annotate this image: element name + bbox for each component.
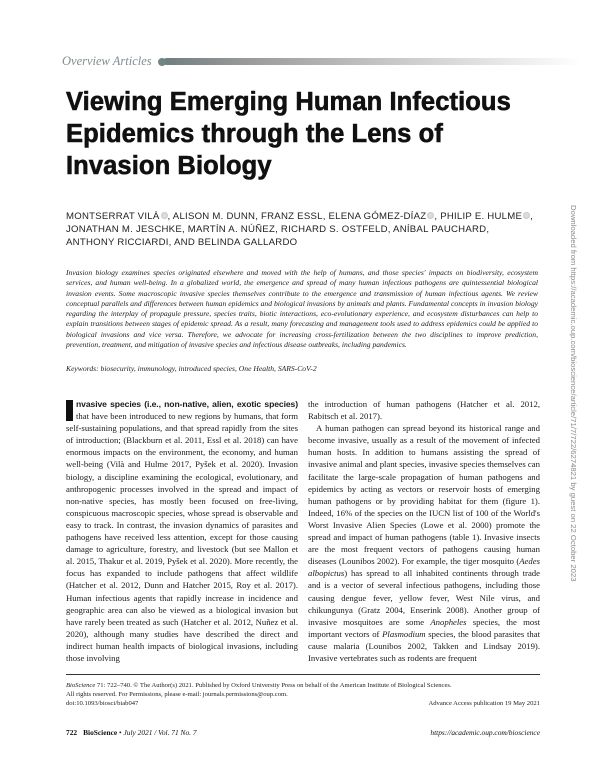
title-line: Viewing Emerging Human Infectious <box>66 88 511 116</box>
species-name: Plasmodium <box>382 628 426 639</box>
body-column-left <box>66 398 298 664</box>
paragraph-text: species, the blood parasites that cause malaria (Lounibos 2002, Takken and Lindsay 2019). Invasive vertebrates such as rodents are frequent <box>308 628 540 663</box>
author-names[interactable]: , ALISON M. DUNN, FRANZ ESSL, ELENA GÓMEZ-DÍAZ <box>167 211 427 222</box>
keywords: Keywords: biosecurity, immunology, introduced species, One Health, SARS-CoV-2 <box>66 364 317 373</box>
article-title <box>66 86 546 182</box>
copyright-footnote <box>66 681 540 709</box>
footnote-divider <box>66 674 540 675</box>
author-name[interactable]: MONTSERRAT VILÀ <box>66 211 160 222</box>
footnote-line <box>66 699 540 708</box>
author-line: JONATHAN M. JESCHKE, MARTÍN A. NÚÑEZ, RICHARD S. OSTFELD, ANÍBAL PAUCHARD, <box>66 224 490 236</box>
species-name: Anopheles <box>430 616 467 627</box>
section-label: Overview Articles <box>62 54 152 68</box>
issue-info: July 2021 / Vol. 71 No. 7 <box>123 728 197 737</box>
drop-cap-i <box>66 400 73 421</box>
body-paragraph: the introduction of human pathogens (Hatcher et al. 2012, Rabitsch et al. 2017). <box>308 399 540 422</box>
footer-left <box>66 728 197 737</box>
author-list <box>66 210 546 250</box>
footnote-line <box>66 681 540 690</box>
download-notice-text: Downloaded from https://academic.oup.com/bioscience/article/71/7/722/6274821 by guest on 22 October 2023 <box>569 205 578 582</box>
title-line: Epidemics through the Lens of <box>66 120 443 148</box>
paragraph-text: that have been introduced to new regions by humans, that form self-sustaining populations, and that spread rapidly from the sites of introduction; (Blackburn et al. 2011, Essl et al. 2018) can have enormous impacts on the environment, the economy, and human well-being (Vilà and Hulme 2017, Pyšek et al. 2020). Invasion biology, a discipline examining the ecological, evolutionary, and anthropogenic processes involved in the spread and impact of non-native species, has mostly been focused on free-living, conspicuous macroscopic species, whose spread is observable and easy to track. In contrast, the invasion dynamics of parasites and pathogens have received less attention, except for those causing damage to agriculture, forestry, and livestock (but see Mallon et al. 2015, Thakur et al. 2019, Pyšek et al. 2020). More recently, the focus has expanded to include pathogens that affect wildlife (Hatcher et al. 2012, Dunn and Hatcher 2015, Roy et al. 2017). Human infectious agents that rapidly increase in incidence and geographic area can also be viewed as a biological invasion but have rarely been treated as such (Hatcher et al. 2012, Nuñez et al. 2020), although many studies have described the direct and indirect human health impacts of biological invasions, including those involving <box>66 411 298 663</box>
journal-name: BioScience <box>83 728 118 737</box>
species-name: Aedes albopictus <box>308 556 540 579</box>
title-line: Invasion Biology <box>66 152 272 180</box>
orcid-icon[interactable] <box>161 212 168 219</box>
doi-link[interactable]: doi:10.1093/biosci/biab047 <box>66 700 139 708</box>
section-tag <box>62 54 582 69</box>
author-line <box>66 210 546 223</box>
author-names[interactable]: , PHILIP E. HULME <box>434 211 523 222</box>
body-paragraph <box>308 422 540 664</box>
author-line: ANTHONY RICCIARDI, AND BELINDA GALLARDO <box>66 237 298 249</box>
section-bar-dot <box>158 58 166 66</box>
page-number: 722 <box>66 728 78 737</box>
download-notice <box>566 205 582 585</box>
paragraph-text: species, the most important vectors of <box>308 616 540 639</box>
page-footer <box>66 728 540 737</box>
journal-url[interactable]: https://academic.oup.com/bioscience <box>430 728 540 737</box>
paragraph-text: ) has spread to all inhabited continents through trade and is a vector of several infectious pathogens, including those causing dengue fever, yellow fever, West Nile virus, and chikungunya (Gratz 2004, Enserink 2008). Another group of invasive mosquitoes are some <box>308 568 540 627</box>
body-column-right <box>308 398 540 664</box>
journal-name: BioScience <box>66 682 96 689</box>
section-bar <box>163 58 582 65</box>
abstract: Invasion biology examines species originated elsewhere and moved with the help of humans, and those species' impacts on biodiversity, ecosystem services, and human well-being. In a globalized world, the emergence and spread of many human infectious pathogens are quintessential biological invasion events. Some macroscopic invasive species themselves contribute to the emergence and transmission of human infectious agents. We review conceptual parallels and differences between human epidemics and biological invasions by animals and plants. Fundamental concepts in invasion biology regarding the interplay of propagule pressure, species traits, biotic interactions, eco-evolutionary experience, and ecosystem disturbances can help to explain transitions between stages of epidemic spread. As a result, many forecasting and management tools used to address epidemics could be applied to biological invasions and vice versa. Therefore, we advocate for increasing cross-fertilization between the two disciplines to improve prediction, prevention, treatment, and mitigation of invasive species and infectious disease outbreaks, including pandemics. <box>66 268 538 350</box>
lead-in: nvasive species (i.e., non-native, alien, exotic species) <box>76 399 298 409</box>
paragraph-text: A human pathogen can spread beyond its historical range and become invasive, usually as a result of the movement of infected human hosts. In addition to humans assisting the spread of invasive animal and plant species, invasive species themselves can facilitate the large-scale propagation of human pathogens and epidemics by acting as vectors or reservoir hosts of emerging human pathogens or by providing habitat for them (figure 1). Indeed, 16% of the species on the IUCN list of 100 of the World's Worst Invasive Alien Species (Lowe et al. 2000) promote the spread and impact of human pathogens (table 1). Invasive insects are the most frequent vectors of pathogens causing human diseases (Lounibos 2002). For example, the tiger mosquito ( <box>308 423 540 567</box>
footnote-line: All rights reserved. For Permissions, please e-mail: journals.permissions@oup.com. <box>66 691 288 699</box>
footnote-text: 71: 722–740. © The Author(s) 2021. Published by Oxford University Press on behalf of the American Institute of Biological Sciences. <box>95 682 452 689</box>
advance-access-date: Advance Access publication 19 May 2021 <box>428 700 540 708</box>
author-separator: , <box>530 211 534 222</box>
body-paragraph <box>66 398 298 664</box>
footer-separator: • <box>117 728 124 737</box>
